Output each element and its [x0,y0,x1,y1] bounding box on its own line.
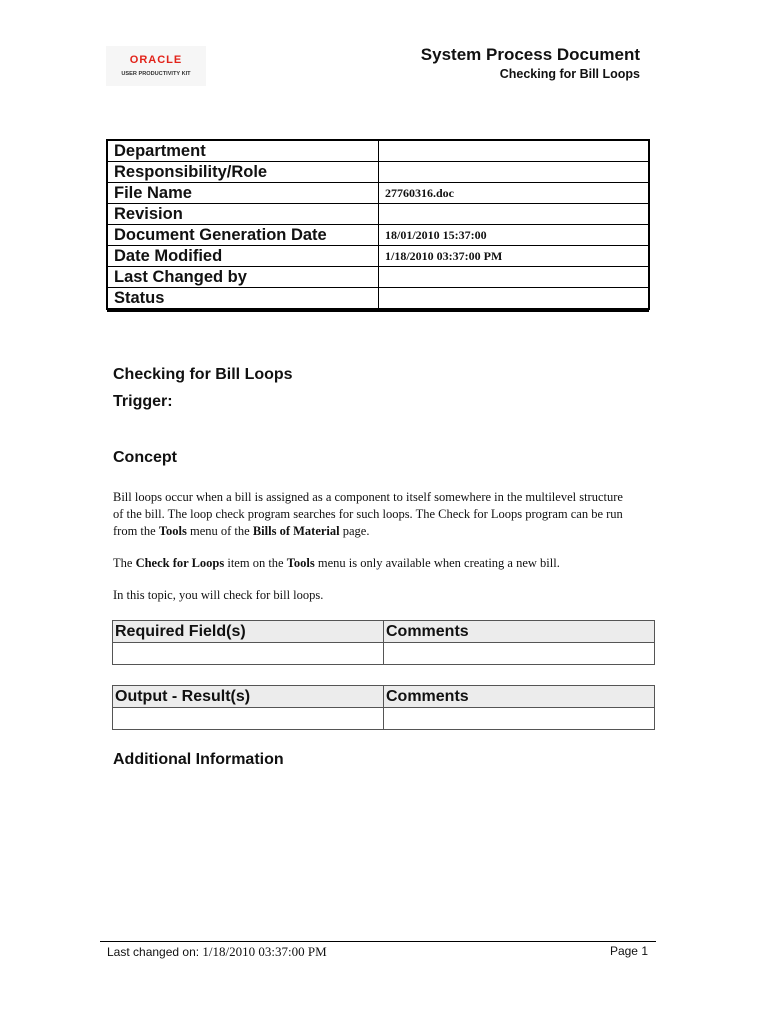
check-for-loops-reference: Check for Loops [135,556,225,570]
responsibility-role-label: Responsibility/Role [107,162,379,183]
required-fields-table [112,620,655,665]
table-row [107,288,649,310]
file-name-label: File Name [107,183,379,204]
table-cell [384,708,655,730]
date-modified-label: Date Modified [107,246,379,267]
oracle-upk-logo [106,46,206,86]
status-value [379,288,650,310]
department-value [379,140,650,162]
generation-date-value: 18/01/2010 15:37:00 [379,225,650,246]
department-label: Department [107,140,379,162]
topic-title: Checking for Bill Loops [113,366,293,383]
table-row [107,267,649,288]
document-subtitle: Checking for Bill Loops [499,67,640,81]
comments-header: Comments [384,686,655,708]
footer-divider [100,941,656,942]
document-metadata-table [106,139,650,310]
last-changed-label: Last changed on: [107,945,200,959]
table-row [107,183,649,204]
table-row [107,140,649,162]
revision-label: Revision [107,204,379,225]
last-changed-by-label: Last Changed by [107,267,379,288]
table-cell [113,708,384,730]
date-modified-value: 1/18/2010 03:37:00 PM [379,246,650,267]
file-name-value: 27760316.doc [379,183,650,204]
trigger-label: Trigger: [113,393,173,410]
table-header-row [113,686,655,708]
document-title: System Process Document [420,45,640,64]
table-cell [113,643,384,665]
footer-last-changed [107,944,327,960]
check-for-loops-paragraph: The Check for Loops item on the Tools menu is only available when creating a new bill. [113,556,560,570]
table-header-row [113,621,655,643]
generation-date-label: Document Generation Date [107,225,379,246]
svg-text:ORACLE: ORACLE [129,54,183,66]
topic-intro-paragraph: In this topic, you will check for bill loops. [113,588,324,602]
concept-heading: Concept [113,449,177,466]
additional-information-heading: Additional Information [113,751,284,768]
tools-menu-reference: Tools [286,556,315,570]
table-row [113,643,655,665]
table-row [107,204,649,225]
table-row [107,225,649,246]
page-number: Page 1 [609,944,648,958]
tools-menu-reference: Tools [158,524,187,538]
concept-paragraph: Bill loops occur when a bill is assigned as a component to itself somewhere in the multilevel structure of the bill. The loop check program searches for such loops. The Check for Loops program can be run from the Tools menu of the Bills of Material page. [113,490,623,538]
table-row [113,708,655,730]
table-row [107,246,649,267]
last-changed-date: 1/18/2010 03:37:00 PM [202,944,327,959]
responsibility-role-value [379,162,650,183]
output-results-header: Output - Result(s) [113,686,384,708]
bills-of-material-reference: Bills of Material [252,524,340,538]
last-changed-by-value [379,267,650,288]
table-row [107,162,649,183]
revision-value [379,204,650,225]
comments-header: Comments [384,621,655,643]
status-label: Status [107,288,379,310]
svg-text:USER PRODUCTIVITY KIT: USER PRODUCTIVITY KIT [121,71,191,77]
required-fields-header: Required Field(s) [113,621,384,643]
table-cell [384,643,655,665]
output-results-table [112,685,655,730]
